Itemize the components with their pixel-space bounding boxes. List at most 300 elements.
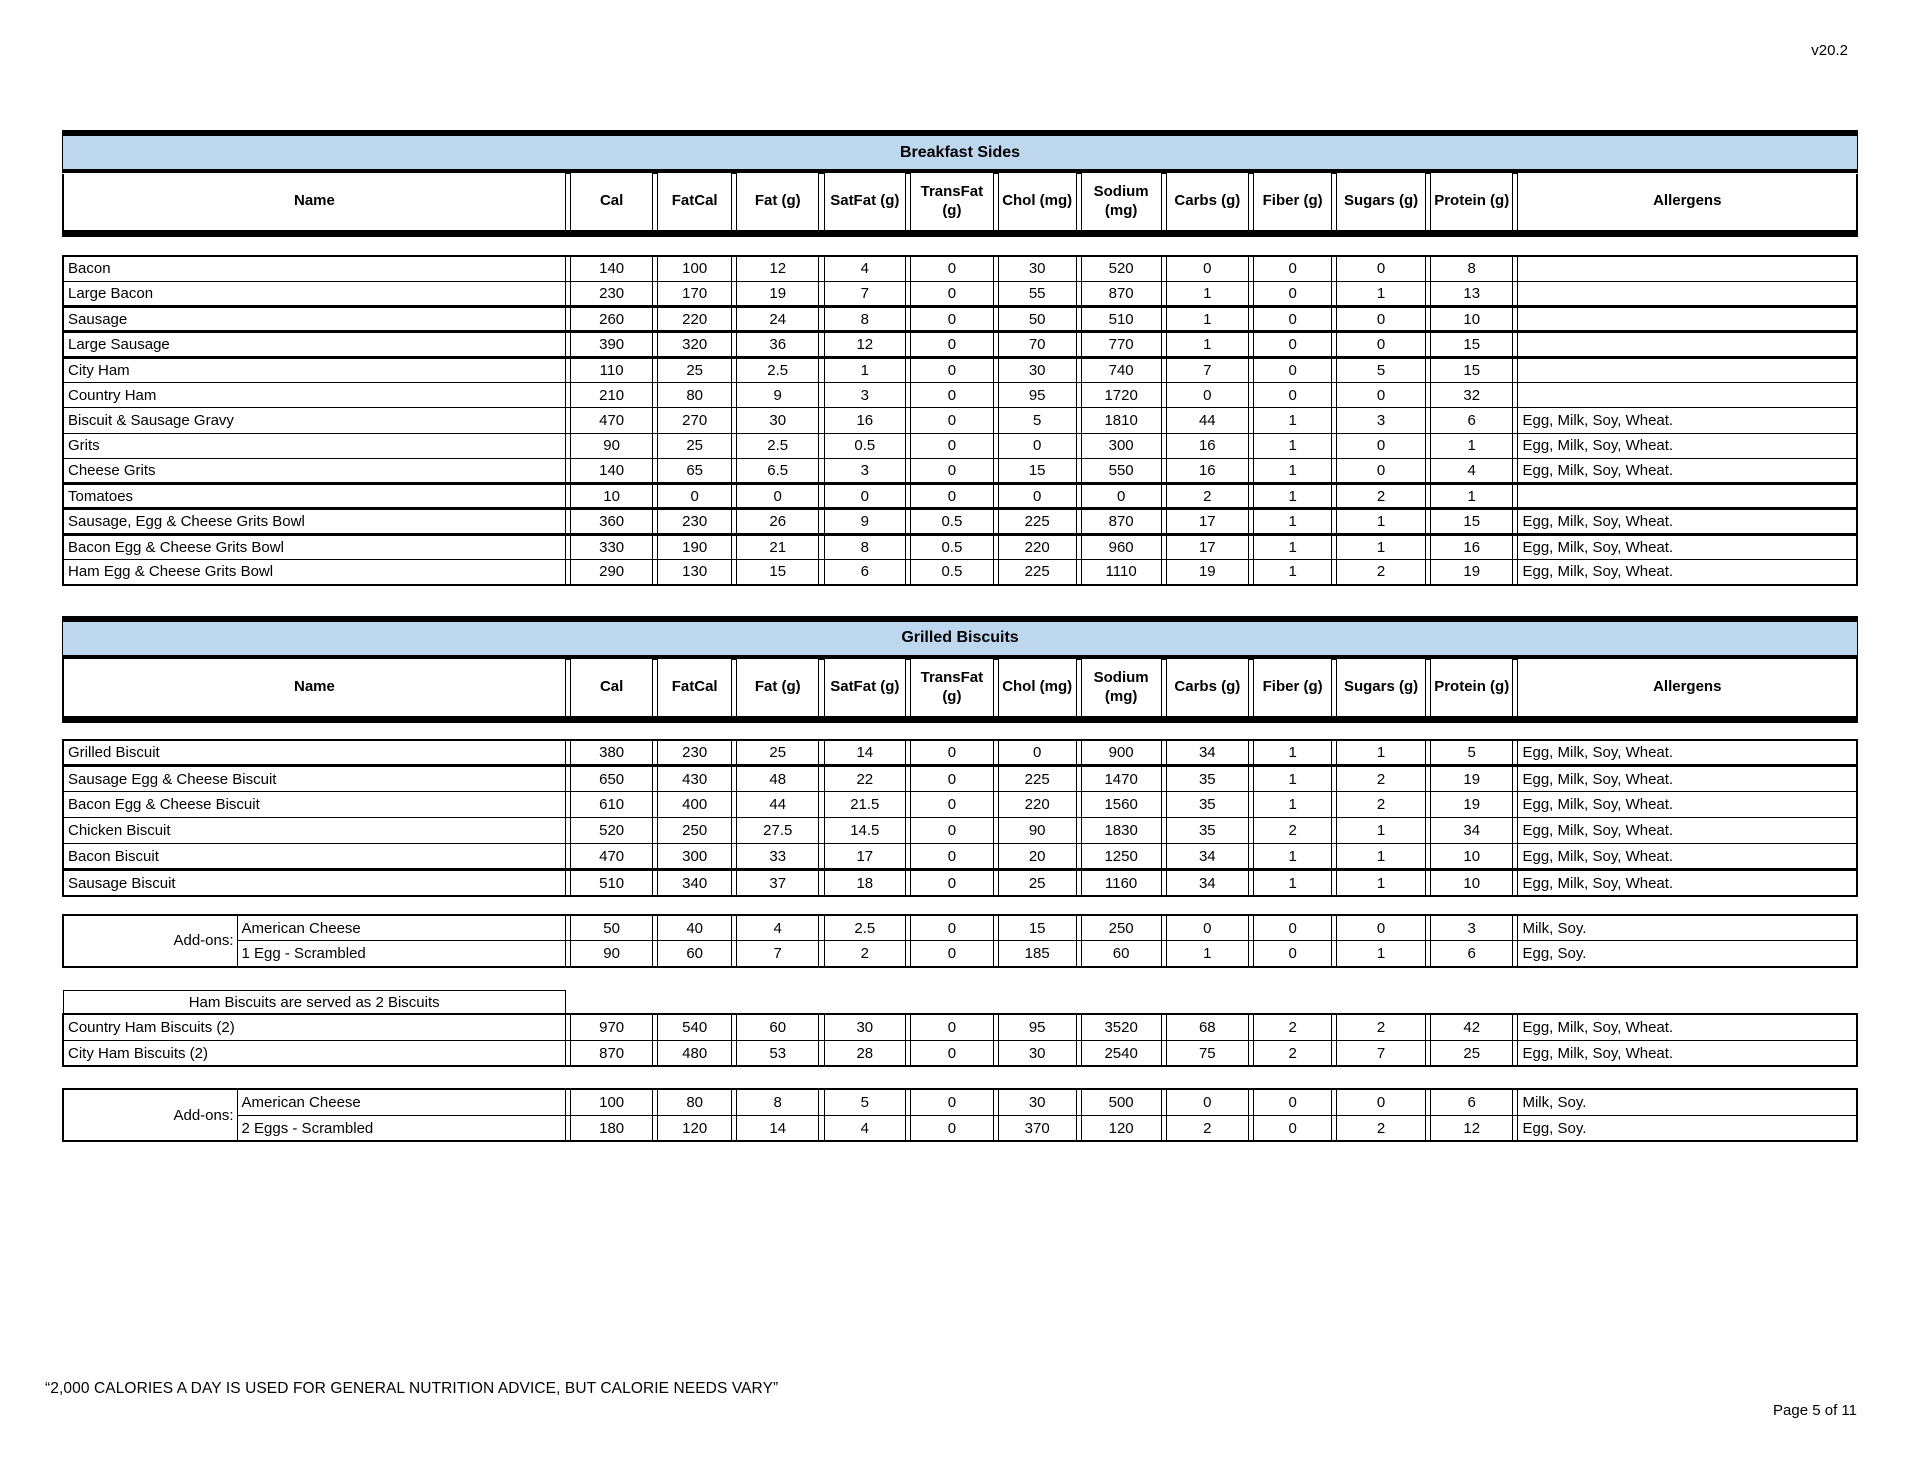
- value-cell: 270: [658, 408, 732, 433]
- allergens-cell: Egg, Milk, Soy, Wheat.: [1518, 844, 1857, 870]
- value-cell: 0: [658, 484, 732, 509]
- column-header-row: [63, 659, 1857, 719]
- table-row: [63, 382, 1857, 407]
- value-cell: 0: [911, 382, 994, 407]
- value-cell: 0: [911, 256, 994, 281]
- value-cell: 290: [570, 560, 653, 585]
- value-cell: 2: [1254, 818, 1332, 844]
- table-row: [63, 1089, 1857, 1115]
- value-cell: 0: [1254, 307, 1332, 332]
- value-cell: 1470: [1081, 766, 1161, 792]
- value-cell: 37: [736, 870, 819, 896]
- value-cell: 16: [824, 408, 906, 433]
- value-cell: 8: [1430, 256, 1513, 281]
- value-cell: 0.5: [911, 534, 994, 559]
- value-cell: 12: [1430, 1115, 1513, 1141]
- value-cell: 1: [1254, 433, 1332, 458]
- value-cell: 120: [658, 1115, 732, 1141]
- value-cell: 0: [911, 740, 994, 766]
- value-cell: 960: [1081, 534, 1161, 559]
- value-cell: 0: [911, 818, 994, 844]
- value-cell: 14.5: [824, 818, 906, 844]
- value-cell: 220: [658, 307, 732, 332]
- column-header-row: [63, 174, 1857, 234]
- value-cell: 0.5: [911, 509, 994, 534]
- table-row: [63, 766, 1857, 792]
- value-cell: 44: [1166, 408, 1249, 433]
- value-cell: 15: [1430, 357, 1513, 382]
- table-row: [63, 433, 1857, 458]
- value-cell: 2.5: [824, 915, 906, 941]
- allergens-cell: Egg, Milk, Soy, Wheat.: [1518, 458, 1857, 483]
- value-cell: 0: [1254, 1089, 1332, 1115]
- value-cell: 1: [1254, 509, 1332, 534]
- blank-cell: [998, 990, 1076, 1014]
- value-cell: 0: [911, 484, 994, 509]
- table-row: [63, 357, 1857, 382]
- value-cell: 0: [1254, 332, 1332, 357]
- value-cell: 0: [911, 332, 994, 357]
- table-row: [63, 870, 1857, 896]
- value-cell: 1: [1337, 509, 1426, 534]
- value-cell: 12: [824, 332, 906, 357]
- value-cell: 34: [1166, 740, 1249, 766]
- value-cell: 16: [1166, 458, 1249, 483]
- item-name-cell: Sausage Biscuit: [63, 870, 565, 896]
- value-cell: 510: [570, 870, 653, 896]
- allergens-cell: [1518, 484, 1857, 509]
- column-header-sodium-mg: Sodium (mg): [1081, 174, 1161, 234]
- allergens-cell: Egg, Soy.: [1518, 1115, 1857, 1141]
- value-cell: 470: [570, 844, 653, 870]
- blank-cell: [1337, 990, 1426, 1014]
- value-cell: 1: [1166, 941, 1249, 967]
- allergens-cell: [1518, 382, 1857, 407]
- value-cell: 2: [1254, 1014, 1332, 1040]
- value-cell: 0: [1254, 1115, 1332, 1141]
- value-cell: 0: [911, 433, 994, 458]
- value-cell: 19: [736, 281, 819, 306]
- value-cell: 2.5: [736, 433, 819, 458]
- blank-cell: [1430, 990, 1513, 1014]
- value-cell: 5: [1430, 740, 1513, 766]
- value-cell: 0: [911, 1089, 994, 1115]
- column-header-transfat-g: TransFat (g): [911, 174, 994, 234]
- column-header-cal: Cal: [570, 174, 653, 234]
- value-cell: 2: [1337, 1014, 1426, 1040]
- value-cell: 210: [570, 382, 653, 407]
- value-cell: 34: [1430, 818, 1513, 844]
- value-cell: 2: [1337, 792, 1426, 818]
- value-cell: 1: [1337, 534, 1426, 559]
- value-cell: 13: [1430, 281, 1513, 306]
- value-cell: 12: [736, 256, 819, 281]
- value-cell: 500: [1081, 1089, 1161, 1115]
- value-cell: 300: [658, 844, 732, 870]
- item-name-cell: Bacon Biscuit: [63, 844, 565, 870]
- ham-biscuits-table: [62, 990, 1858, 1068]
- addons-label-cell: Add-ons:: [63, 915, 237, 967]
- value-cell: 60: [1081, 941, 1161, 967]
- value-cell: 0: [1254, 256, 1332, 281]
- value-cell: 0: [1337, 307, 1426, 332]
- addons-table-2: [62, 1088, 1858, 1142]
- value-cell: 5: [998, 408, 1076, 433]
- column-header-satfat-g: SatFat (g): [824, 174, 906, 234]
- value-cell: 30: [998, 357, 1076, 382]
- table-row: [63, 281, 1857, 306]
- item-name-cell: Cheese Grits: [63, 458, 565, 483]
- table-title-breakfast-sides: Breakfast Sides: [62, 130, 1858, 173]
- table-row: [63, 534, 1857, 559]
- value-cell: 19: [1430, 766, 1513, 792]
- value-cell: 250: [658, 818, 732, 844]
- allergens-cell: Egg, Milk, Soy, Wheat.: [1518, 1040, 1857, 1066]
- value-cell: 2: [1254, 1040, 1332, 1066]
- allergens-cell: [1518, 256, 1857, 281]
- value-cell: 4: [824, 1115, 906, 1141]
- value-cell: 15: [1430, 509, 1513, 534]
- value-cell: 0: [1081, 484, 1161, 509]
- value-cell: 0: [1337, 915, 1426, 941]
- note-cell: Ham Biscuits are served as 2 Biscuits: [63, 990, 565, 1014]
- value-cell: 90: [998, 818, 1076, 844]
- column-header-sodium-mg: Sodium (mg): [1081, 659, 1161, 719]
- value-cell: 70: [998, 332, 1076, 357]
- value-cell: 225: [998, 509, 1076, 534]
- value-cell: 3520: [1081, 1014, 1161, 1040]
- value-cell: 1: [1254, 534, 1332, 559]
- value-cell: 330: [570, 534, 653, 559]
- value-cell: 1: [1254, 792, 1332, 818]
- column-header-fat-g: Fat (g): [736, 174, 819, 234]
- value-cell: 17: [1166, 509, 1249, 534]
- value-cell: 430: [658, 766, 732, 792]
- value-cell: 14: [824, 740, 906, 766]
- item-name-cell: American Cheese: [237, 1089, 565, 1115]
- value-cell: 2: [1337, 560, 1426, 585]
- blank-cell: [570, 990, 653, 1014]
- value-cell: 10: [1430, 870, 1513, 896]
- value-cell: 0: [1337, 458, 1426, 483]
- value-cell: 230: [658, 509, 732, 534]
- value-cell: 120: [1081, 1115, 1161, 1141]
- value-cell: 0: [911, 844, 994, 870]
- column-header-carbs-g: Carbs (g): [1166, 659, 1249, 719]
- value-cell: 2: [1337, 1115, 1426, 1141]
- grilled-biscuits-data-table: [62, 739, 1858, 897]
- column-header-cal: Cal: [570, 659, 653, 719]
- value-cell: 5: [1337, 357, 1426, 382]
- value-cell: 30: [824, 1014, 906, 1040]
- column-header-fatcal: FatCal: [658, 174, 732, 234]
- blank-cell: [1518, 990, 1857, 1014]
- value-cell: 320: [658, 332, 732, 357]
- value-cell: 225: [998, 766, 1076, 792]
- table-row: [63, 408, 1857, 433]
- value-cell: 21: [736, 534, 819, 559]
- value-cell: 16: [1166, 433, 1249, 458]
- item-name-cell: Tomatoes: [63, 484, 565, 509]
- value-cell: 1: [1337, 818, 1426, 844]
- table-row: [63, 1014, 1857, 1040]
- value-cell: 4: [736, 915, 819, 941]
- allergens-cell: [1518, 281, 1857, 306]
- value-cell: 100: [570, 1089, 653, 1115]
- value-cell: 6.5: [736, 458, 819, 483]
- item-name-cell: Sausage: [63, 307, 565, 332]
- value-cell: 130: [658, 560, 732, 585]
- value-cell: 35: [1166, 792, 1249, 818]
- column-header-table: [62, 173, 1858, 237]
- value-cell: 25: [658, 433, 732, 458]
- value-cell: 1: [1254, 458, 1332, 483]
- value-cell: 0: [911, 1040, 994, 1066]
- value-cell: 32: [1430, 382, 1513, 407]
- value-cell: 75: [1166, 1040, 1249, 1066]
- table-title-grilled-biscuits: Grilled Biscuits: [62, 616, 1858, 659]
- item-name-cell: Grilled Biscuit: [63, 740, 565, 766]
- value-cell: 18: [824, 870, 906, 896]
- column-header-allergens: Allergens: [1518, 174, 1857, 234]
- item-name-cell: Sausage Egg & Cheese Biscuit: [63, 766, 565, 792]
- value-cell: 1830: [1081, 818, 1161, 844]
- value-cell: 1: [1254, 408, 1332, 433]
- value-cell: 10: [570, 484, 653, 509]
- value-cell: 28: [824, 1040, 906, 1066]
- value-cell: 0: [824, 484, 906, 509]
- value-cell: 6: [1430, 1089, 1513, 1115]
- table-row: [63, 818, 1857, 844]
- table-row: [63, 332, 1857, 357]
- table-row: [63, 792, 1857, 818]
- column-header-protein-g: Protein (g): [1430, 174, 1513, 234]
- value-cell: 0: [1337, 256, 1426, 281]
- value-cell: 4: [824, 256, 906, 281]
- item-name-cell: Ham Egg & Cheese Grits Bowl: [63, 560, 565, 585]
- value-cell: 0: [911, 357, 994, 382]
- value-cell: 26: [736, 509, 819, 534]
- value-cell: 0: [1166, 915, 1249, 941]
- value-cell: 0: [1337, 382, 1426, 407]
- value-cell: 7: [736, 941, 819, 967]
- value-cell: 22: [824, 766, 906, 792]
- value-cell: 870: [1081, 509, 1161, 534]
- value-cell: 90: [570, 433, 653, 458]
- table-row: [63, 1040, 1857, 1066]
- item-name-cell: Country Ham Biscuits (2): [63, 1014, 565, 1040]
- value-cell: 10: [1430, 307, 1513, 332]
- value-cell: 1: [1254, 484, 1332, 509]
- value-cell: 36: [736, 332, 819, 357]
- value-cell: 3: [1337, 408, 1426, 433]
- value-cell: 0: [1166, 256, 1249, 281]
- value-cell: 90: [570, 941, 653, 967]
- value-cell: 250: [1081, 915, 1161, 941]
- table-row: [63, 560, 1857, 585]
- value-cell: 230: [658, 740, 732, 766]
- value-cell: 1: [1254, 560, 1332, 585]
- value-cell: 53: [736, 1040, 819, 1066]
- value-cell: 0: [1166, 382, 1249, 407]
- value-cell: 1: [1430, 484, 1513, 509]
- value-cell: 6: [1430, 408, 1513, 433]
- value-cell: 1: [1166, 332, 1249, 357]
- column-header-name: Name: [63, 659, 565, 719]
- value-cell: 20: [998, 844, 1076, 870]
- value-cell: 1: [824, 357, 906, 382]
- table-row: [63, 509, 1857, 534]
- value-cell: 1250: [1081, 844, 1161, 870]
- item-name-cell: 1 Egg - Scrambled: [237, 941, 565, 967]
- value-cell: 0: [998, 484, 1076, 509]
- value-cell: 34: [1166, 844, 1249, 870]
- column-header-sugars-g: Sugars (g): [1337, 174, 1426, 234]
- value-cell: 1110: [1081, 560, 1161, 585]
- value-cell: 1: [1337, 281, 1426, 306]
- value-cell: 19: [1166, 560, 1249, 585]
- value-cell: 260: [570, 307, 653, 332]
- allergens-cell: [1518, 357, 1857, 382]
- value-cell: 48: [736, 766, 819, 792]
- value-cell: 1: [1166, 281, 1249, 306]
- value-cell: 1: [1166, 307, 1249, 332]
- value-cell: 50: [570, 915, 653, 941]
- value-cell: 0: [998, 433, 1076, 458]
- blank-cell: [736, 990, 819, 1014]
- column-header-table: [62, 659, 1858, 723]
- value-cell: 2.5: [736, 357, 819, 382]
- breakfast-sides-data-table: [62, 255, 1858, 586]
- value-cell: 0: [998, 740, 1076, 766]
- column-header-fatcal: FatCal: [658, 659, 732, 719]
- addons-label-cell: Add-ons:: [63, 1089, 237, 1141]
- value-cell: 480: [658, 1040, 732, 1066]
- value-cell: 110: [570, 357, 653, 382]
- item-name-cell: City Ham Biscuits (2): [63, 1040, 565, 1066]
- allergens-cell: Egg, Milk, Soy, Wheat.: [1518, 792, 1857, 818]
- value-cell: 0: [911, 281, 994, 306]
- value-cell: 770: [1081, 332, 1161, 357]
- value-cell: 1: [1337, 870, 1426, 896]
- item-name-cell: Bacon Egg & Cheese Biscuit: [63, 792, 565, 818]
- value-cell: 2: [1166, 484, 1249, 509]
- value-cell: 44: [736, 792, 819, 818]
- value-cell: 0: [1166, 1089, 1249, 1115]
- version-label: v20.2: [1811, 42, 1848, 59]
- value-cell: 1560: [1081, 792, 1161, 818]
- allergens-cell: Egg, Milk, Soy, Wheat.: [1518, 560, 1857, 585]
- value-cell: 180: [570, 1115, 653, 1141]
- value-cell: 35: [1166, 766, 1249, 792]
- value-cell: 740: [1081, 357, 1161, 382]
- value-cell: 25: [1430, 1040, 1513, 1066]
- allergens-cell: Egg, Milk, Soy, Wheat.: [1518, 433, 1857, 458]
- value-cell: 6: [1430, 941, 1513, 967]
- page-number: Page 5 of 11: [1773, 1402, 1857, 1419]
- calorie-disclaimer: “2,000 CALORIES A DAY IS USED FOR GENERAL NUTRITION ADVICE, BUT CALORIE NEEDS VARY”: [45, 1380, 779, 1397]
- value-cell: 360: [570, 509, 653, 534]
- value-cell: 390: [570, 332, 653, 357]
- column-header-transfat-g: TransFat (g): [911, 659, 994, 719]
- value-cell: 540: [658, 1014, 732, 1040]
- column-header-allergens: Allergens: [1518, 659, 1857, 719]
- allergens-cell: [1518, 307, 1857, 332]
- table-row: [63, 844, 1857, 870]
- value-cell: 0: [1254, 281, 1332, 306]
- value-cell: 10: [1430, 844, 1513, 870]
- grilled-biscuits-section: [62, 616, 1858, 1143]
- value-cell: 140: [570, 256, 653, 281]
- value-cell: 0: [1337, 433, 1426, 458]
- value-cell: 400: [658, 792, 732, 818]
- value-cell: 19: [1430, 560, 1513, 585]
- value-cell: 1: [1254, 870, 1332, 896]
- value-cell: 900: [1081, 740, 1161, 766]
- value-cell: 14: [736, 1115, 819, 1141]
- value-cell: 170: [658, 281, 732, 306]
- table-row: [63, 915, 1857, 941]
- item-name-cell: Sausage, Egg & Cheese Grits Bowl: [63, 509, 565, 534]
- value-cell: 15: [1430, 332, 1513, 357]
- value-cell: 95: [998, 1014, 1076, 1040]
- value-cell: 0: [911, 307, 994, 332]
- allergens-cell: Egg, Milk, Soy, Wheat.: [1518, 740, 1857, 766]
- value-cell: 24: [736, 307, 819, 332]
- value-cell: 0: [911, 408, 994, 433]
- value-cell: 510: [1081, 307, 1161, 332]
- value-cell: 0.5: [824, 433, 906, 458]
- value-cell: 0: [1337, 332, 1426, 357]
- table-row: [63, 1115, 1857, 1141]
- value-cell: 50: [998, 307, 1076, 332]
- item-name-cell: Country Ham: [63, 382, 565, 407]
- value-cell: 3: [824, 458, 906, 483]
- value-cell: 65: [658, 458, 732, 483]
- blank-cell: [824, 990, 906, 1014]
- column-header-protein-g: Protein (g): [1430, 659, 1513, 719]
- value-cell: 610: [570, 792, 653, 818]
- value-cell: 0: [1337, 1089, 1426, 1115]
- table-row: [63, 941, 1857, 967]
- value-cell: 80: [658, 382, 732, 407]
- table-row: [63, 256, 1857, 281]
- value-cell: 1810: [1081, 408, 1161, 433]
- column-header-chol-mg: Chol (mg): [998, 174, 1076, 234]
- column-header-fiber-g: Fiber (g): [1254, 174, 1332, 234]
- value-cell: 9: [824, 509, 906, 534]
- blank-cell: [1254, 990, 1332, 1014]
- value-cell: 1: [1337, 844, 1426, 870]
- value-cell: 7: [1337, 1040, 1426, 1066]
- value-cell: 470: [570, 408, 653, 433]
- column-header-sugars-g: Sugars (g): [1337, 659, 1426, 719]
- value-cell: 550: [1081, 458, 1161, 483]
- column-header-name: Name: [63, 174, 565, 234]
- value-cell: 60: [736, 1014, 819, 1040]
- value-cell: 16: [1430, 534, 1513, 559]
- value-cell: 0: [1254, 915, 1332, 941]
- value-cell: 15: [736, 560, 819, 585]
- value-cell: 25: [736, 740, 819, 766]
- allergens-cell: Egg, Milk, Soy, Wheat.: [1518, 509, 1857, 534]
- value-cell: 0.5: [911, 560, 994, 585]
- value-cell: 55: [998, 281, 1076, 306]
- value-cell: 0: [1254, 357, 1332, 382]
- item-name-cell: Large Bacon: [63, 281, 565, 306]
- item-name-cell: Large Sausage: [63, 332, 565, 357]
- note-row: [63, 990, 1857, 1014]
